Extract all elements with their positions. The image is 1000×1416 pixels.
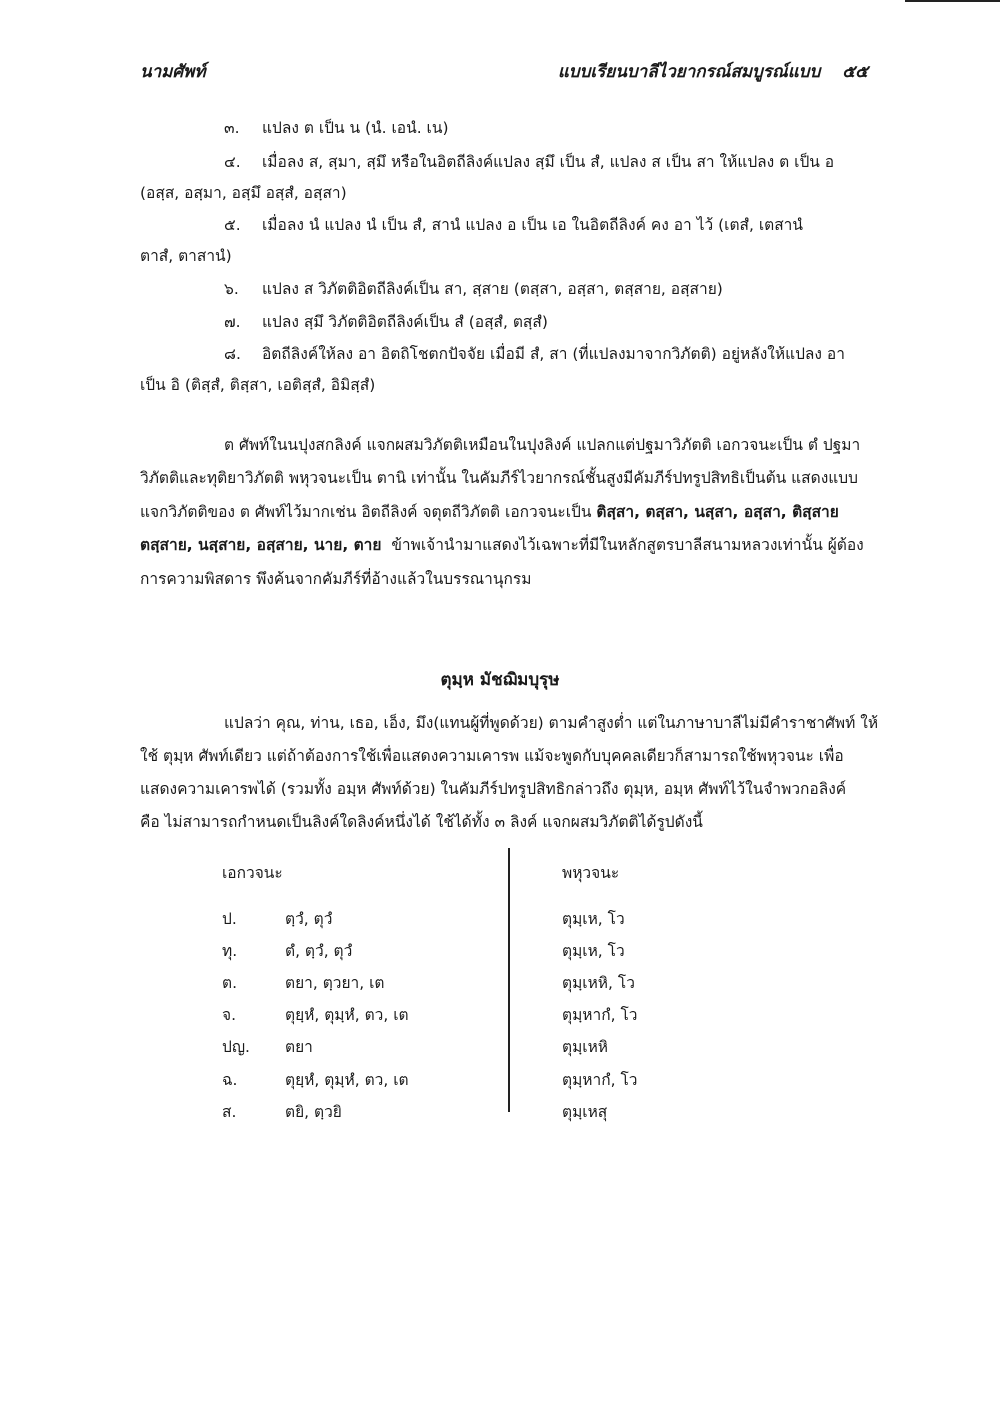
rule-8-continuation: เป็น อิ (ติสฺสํ, ติสฺสา, เอติสฺสํ, อิมิสฺสํ) (140, 376, 376, 394)
case-label: ฉ. (222, 1071, 238, 1089)
rule-text: เมื่อลง นํ แปลง นํ เป็น สํ, สานํ แปลง อ เป็น เอ ในอิตถีลิงค์ คง อา ไว้ (เตสํ, เตสานํ (262, 216, 803, 234)
para1-line-3-text: แจกวิภัตติของ ต ศัพท์ไว้มากเช่น อิตถีลิงค์ จตุตถีวิภัตติ เอกวจนะเป็น (140, 503, 592, 521)
para2-line-1: แปลว่า คุณ, ท่าน, เธอ, เอ็ง, มึง(แทนผู้ที่พูดด้วย) ตามคำสูงต่ำ แต่ในภาษาบาลีไม่มีคำราชาศัพท์ ให้ (224, 714, 879, 732)
para2-line-2: ใช้ ตุมฺห ศัพท์เดียว แต่ถ้าต้องการใช้เพื่อแสดงความเคารพ แม้จะพูดกับบุคคลเดียวก็สามารถใช้พหุวจนะ เพื่อ (140, 747, 844, 765)
rule-text: แปลง ส วิภัตติอิตถีลิงค์เป็น สา, สฺสาย (ตสฺสา, อสฺสา, ตสฺสาย, อสฺสาย) (262, 280, 723, 298)
case-label: ส. (222, 1103, 237, 1121)
rule-4-continuation: (อสฺส, อสฺมา, อสฺมึ อสฺสํ, อสฺสา) (140, 184, 347, 202)
plural-form: ตุมฺหากํ, โว (562, 1006, 638, 1024)
singular-form: ตุยฺหํ, ตุมฺหํ, ตว, เต (285, 1006, 409, 1024)
rule-number: ๓. (224, 119, 240, 137)
rule-text: อิตถีลิงค์ให้ลง อา อิตถิโชตกปัจจัย เมื่อมี สํ, สา (ที่แปลงมาจากวิภัตติ) อยู่หลังให้แปลง อา (262, 345, 845, 363)
rule-7 (224, 312, 548, 332)
para2-line-3: แสดงความเคารพได้ (รวมทั้ง อมฺห ศัพท์ด้วย) ในคัมภีร์ปทรูปสิทธิกล่าวถึง ตุมฺห, อมฺห ศัพท์ไว้ในจำพวกอลิงค์ (140, 780, 847, 798)
chapter-title: นามศัพท์ (140, 62, 206, 82)
singular-form: ตํ, ตฺวํ, ตุวํ (285, 942, 353, 960)
para1-line-1: ต ศัพท์ในนปุงสกลิงค์ แจกผสมวิภัตติเหมือนในปุงลิงค์ แปลกแต่ปฐมาวิภัตติ เอกวจนะเป็น ตํ ปฐมา (224, 436, 861, 454)
plural-form: ตุมฺเห, โว (562, 942, 625, 960)
page-number: ๕๕ (842, 62, 868, 82)
case-label: ป. (222, 910, 237, 928)
rule-number: ๔. (224, 153, 241, 171)
plural-form: ตุมฺเหสุ (562, 1103, 608, 1121)
plural-column-header: พหุวจนะ (562, 864, 620, 882)
rule-number: ๘. (224, 345, 241, 363)
rule-text: แปลง ต เป็น น (นํ. เอนํ. เน) (262, 119, 449, 137)
rule-number: ๖. (224, 280, 239, 298)
para1-bold-forms-2: ตสฺสาย, นสฺสาย, อสฺสาย, นาย, ตาย (140, 536, 382, 554)
plural-form: ตุมฺเหหิ, โว (562, 974, 635, 992)
column-divider (508, 848, 510, 1112)
rule-3 (224, 118, 449, 138)
singular-form: ตยิ, ตฺวยิ (285, 1103, 342, 1121)
para2-line-4: คือ ไม่สามารถกำหนดเป็นลิงค์ใดลิงค์หนึ่งได้ ใช้ได้ทั้ง ๓ ลิงค์ แจกผสมวิภัตติได้รูปดังนี้ (140, 813, 703, 831)
para1-line-3 (140, 502, 839, 522)
rule-text: แปลง สฺมึ วิภัตติอิตถีลิงค์เป็น สํ (อสฺสํ, ตสฺสํ) (262, 313, 548, 331)
scan-edge-line (905, 0, 1000, 2)
para1-line-5: การความพิสดาร พึงค้นจากคัมภีร์ที่อ้างแล้วในบรรณานุกรม (140, 570, 532, 588)
book-title-and-page (558, 58, 868, 85)
para1-line-4 (140, 535, 864, 555)
singular-form: ตยา, ตฺวยา, เต (285, 974, 385, 992)
rule-number: ๕. (224, 216, 241, 234)
case-label: ทุ. (222, 942, 238, 960)
rule-5-continuation: ตาสํ, ตาสานํ) (140, 247, 232, 265)
rule-8 (224, 344, 845, 364)
case-label: ปญ. (222, 1038, 250, 1056)
plural-form: ตุมฺหากํ, โว (562, 1071, 638, 1089)
case-label: จ. (222, 1006, 237, 1024)
para1-line-4-text: ข้าพเจ้านำมาแสดงไว้เฉพาะที่มีในหลักสูตรบาลีสนามหลวงเท่านั้น ผู้ต้อง (391, 536, 864, 554)
section-title: ตุมฺห มัชฌิมบุรุษ (440, 670, 560, 690)
singular-form: ตยา (285, 1038, 313, 1056)
para1-line-2: วิภัตติและทุติยาวิภัตติ พหุวจนะเป็น ตานิ เท่านั้น ในคัมภีร์ไวยากรณ์ชั้นสูงมีคัมภีร์ปทรูปสิทธิเป็นต้น แสดงแบบ (140, 469, 858, 487)
rule-text: เมื่อลง ส, สฺมา, สฺมึ หรือในอิตถีลิงค์แปลง สฺมึ เป็น สํ, แปลง ส เป็น สา ให้แปลง ต เป็น อ (262, 153, 835, 171)
rule-number: ๗. (224, 313, 241, 331)
book-title: แบบเรียนบาลีไวยากรณ์สมบูรณ์แบบ (557, 62, 821, 82)
plural-form: ตุมฺเห, โว (562, 910, 625, 928)
rule-4 (224, 152, 834, 172)
case-label: ต. (222, 974, 237, 992)
singular-column-header: เอกวจนะ (222, 864, 283, 882)
singular-form: ตุยฺหํ, ตุมฺหํ, ตว, เต (285, 1071, 409, 1089)
singular-form: ตฺวํ, ตุวํ (285, 910, 333, 928)
plural-form: ตุมฺเหหิ (562, 1038, 609, 1056)
rule-5 (224, 215, 803, 235)
para1-bold-forms: ติสฺสา, ตสฺสา, นสฺสา, อสฺสา, ติสฺสาย (596, 503, 839, 521)
rule-6 (224, 279, 723, 299)
